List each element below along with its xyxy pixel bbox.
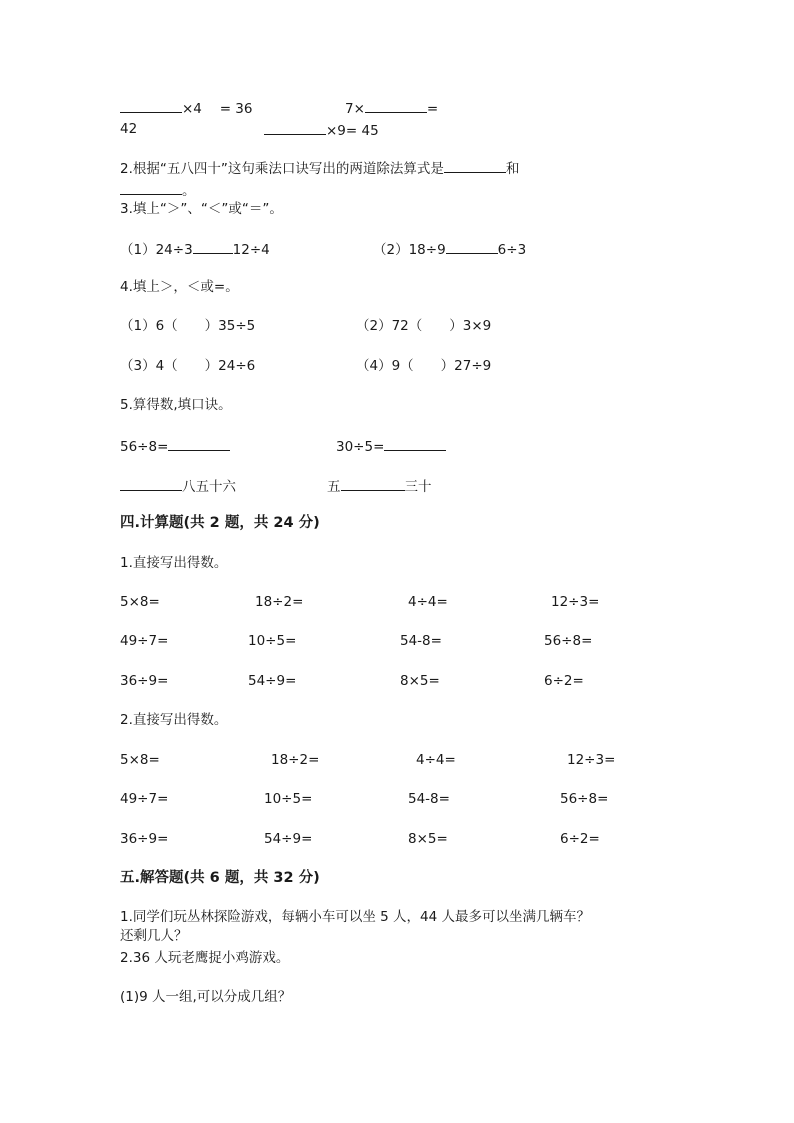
calc-item: 18÷2= <box>271 752 320 768</box>
calc-item: 4÷4= <box>408 594 448 610</box>
fill-row-1 <box>120 98 252 118</box>
question-3-title: 3.填上“＞”、“＜”或“＝”。 <box>120 201 283 217</box>
calc-item: 4÷4= <box>416 752 456 768</box>
fill-text: = <box>426 101 439 117</box>
section-5-q2-sub: (1)9 人一组,可以分成几组？ <box>120 989 292 1005</box>
section-4-title: 四.计算题(共 2 题，共 24 分) <box>120 515 320 531</box>
question-5-b <box>336 436 446 456</box>
expression: （1）24÷3 <box>120 242 193 258</box>
calc-item: 54÷9= <box>264 831 313 847</box>
question-2 <box>120 158 519 178</box>
calc-item: 5×8= <box>120 594 160 610</box>
question-5-a <box>120 436 230 456</box>
calc-item: 6÷2= <box>544 673 584 689</box>
fill-row-2b <box>264 120 379 140</box>
mnemonic-text: 三十 <box>404 479 432 495</box>
calc-item: 12÷3= <box>551 594 600 610</box>
answer-blank[interactable] <box>168 436 230 451</box>
calc-item: 49÷7= <box>120 791 169 807</box>
calc-item: 12÷3= <box>567 752 616 768</box>
calc-item: 10÷5= <box>264 791 313 807</box>
calc-item: 6÷2= <box>560 831 600 847</box>
calc-item: 18÷2= <box>255 594 304 610</box>
fill-text: ×4 = 36 <box>182 101 253 117</box>
section-5-q1-line1: 1.同学们玩丛林探险游戏，每辆小车可以坐 5 人，44 人最多可以坐满几辆车？ <box>120 909 591 925</box>
answer-blank[interactable] <box>341 476 405 491</box>
calc-item: 36÷9= <box>120 831 169 847</box>
fill-text: ×9= 45 <box>326 123 379 139</box>
answer-blank[interactable] <box>264 120 326 135</box>
question-4-title: 4.填上＞，＜或=。 <box>120 279 239 295</box>
section-4-q1-title: 1.直接写出得数。 <box>120 555 228 571</box>
calc-item: 56÷8= <box>560 791 609 807</box>
answer-blank[interactable] <box>193 239 233 254</box>
mnemonic-text: 五 <box>327 479 341 495</box>
compare-item[interactable]: （2）72（ ）3×9 <box>356 318 492 334</box>
question-5-title: 5.算得数,填口诀。 <box>120 397 232 413</box>
answer-blank[interactable] <box>120 98 182 113</box>
calc-item: 54-8= <box>400 633 442 649</box>
fill-row-1b <box>345 98 438 118</box>
section-5-q1-line2: 还剩几人？ <box>120 928 188 944</box>
calc-item: 54÷9= <box>248 673 297 689</box>
question-text: 。 <box>182 183 196 199</box>
calc-item: 54-8= <box>408 791 450 807</box>
fill-row-2: 42 <box>120 121 138 137</box>
expression: 6÷3 <box>497 242 527 258</box>
question-text: 2.根据“五八四十”这句乘法口诀写出的两道除法算式是 <box>120 161 444 177</box>
answer-blank[interactable] <box>446 239 498 254</box>
section-4-q2-title: 2.直接写出得数。 <box>120 712 228 728</box>
expression: 30÷5= <box>336 439 385 455</box>
question-3-part-2 <box>373 239 526 259</box>
answer-blank[interactable] <box>384 436 446 451</box>
compare-item[interactable]: （1）6（ ）35÷5 <box>120 318 256 334</box>
compare-item[interactable]: （4）9（ ）27÷9 <box>356 358 492 374</box>
expression: （2）18÷9 <box>373 242 446 258</box>
answer-blank[interactable] <box>120 476 182 491</box>
calc-item: 10÷5= <box>248 633 297 649</box>
compare-item[interactable]: （3）4（ ）24÷6 <box>120 358 256 374</box>
answer-blank[interactable] <box>120 180 182 195</box>
expression: 56÷8= <box>120 439 169 455</box>
mnemonic-text: 八五十六 <box>182 479 236 495</box>
fill-text: 7× <box>345 101 365 117</box>
calc-item: 5×8= <box>120 752 160 768</box>
section-5-q2: 2.36 人玩老鹰捉小鸡游戏。 <box>120 950 290 966</box>
question-2-cont <box>120 180 196 200</box>
calc-item: 56÷8= <box>544 633 593 649</box>
question-3-part-1 <box>120 239 270 259</box>
calc-item: 49÷7= <box>120 633 169 649</box>
question-5-d <box>327 476 432 496</box>
calc-item: 8×5= <box>408 831 448 847</box>
calc-item: 36÷9= <box>120 673 169 689</box>
expression: 12÷4 <box>232 242 270 258</box>
answer-blank[interactable] <box>365 98 427 113</box>
section-5-title: 五.解答题(共 6 题，共 32 分) <box>120 870 320 886</box>
answer-blank[interactable] <box>444 158 506 173</box>
question-text: 和 <box>505 161 520 177</box>
calc-item: 8×5= <box>400 673 440 689</box>
question-5-c <box>120 476 236 496</box>
